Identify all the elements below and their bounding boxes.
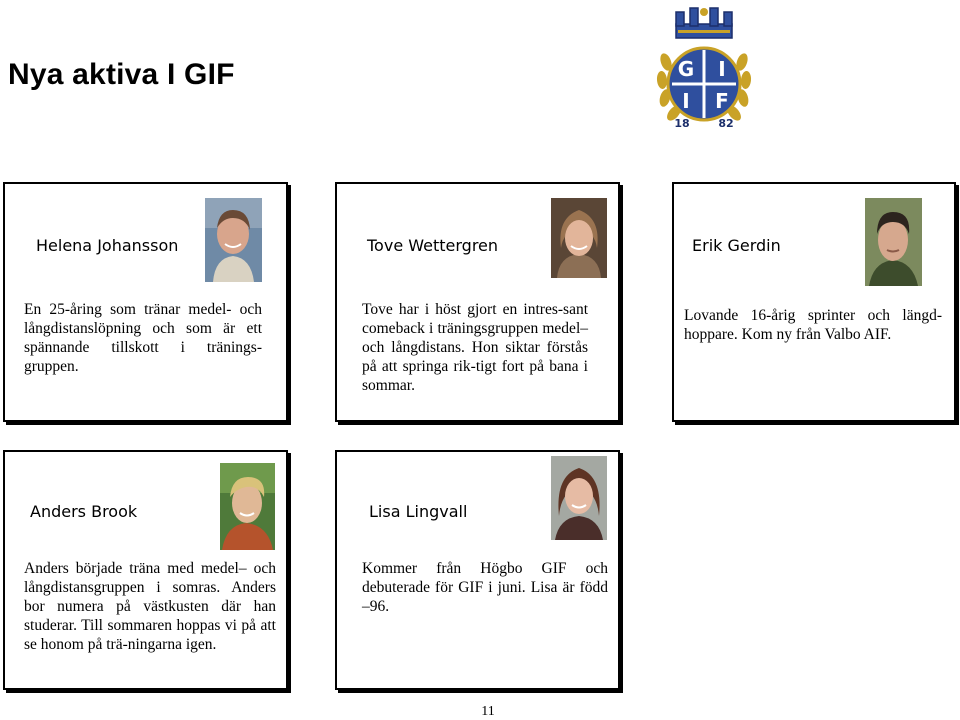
svg-text:I: I — [682, 89, 690, 113]
member-name: Erik Gerdin — [692, 236, 781, 255]
page-number: 11 — [481, 704, 495, 719]
svg-text:G: G — [677, 57, 695, 81]
portrait-image — [220, 463, 275, 550]
portrait-image — [865, 198, 922, 286]
member-description: Lovande 16-årig sprinter och längd-hoppare. Kom ny från Valbo AIF. — [684, 307, 942, 343]
member-photo — [220, 463, 275, 550]
member-description: Kommer från Högbo GIF och debuterade för GIF i juni. Lisa är född –96. — [362, 560, 608, 615]
svg-text:F: F — [715, 89, 729, 113]
club-emblem-graphic — [652, 4, 756, 132]
portrait-image — [551, 198, 607, 278]
svg-text:18: 18 — [674, 117, 690, 130]
member-name: Lisa Lingvall — [369, 502, 468, 521]
page-title: Nya aktiva I GIF — [8, 58, 235, 91]
member-name: Helena Johansson — [36, 236, 179, 255]
member-name: Tove Wettergren — [367, 236, 499, 255]
member-description: Tove har i höst gjort en intres-sant comeback i träningsgruppen medel– och långdistans. Hon siktar förstås på att springa rik-tigt fort på bana i sommar. — [362, 301, 588, 394]
crown-icon — [676, 8, 732, 38]
portrait-image — [551, 456, 607, 540]
member-photo — [551, 456, 607, 540]
member-photo — [865, 198, 922, 286]
portrait-image — [205, 198, 262, 282]
club-emblem — [652, 4, 756, 132]
member-photo — [551, 198, 607, 278]
svg-text:82: 82 — [718, 117, 734, 130]
member-photo — [205, 198, 262, 282]
member-name: Anders Brook — [30, 502, 138, 521]
member-description: En 25-åring som tränar medel- och långdistanslöpning och som är ett spännande tillskott i tränings-gruppen. — [24, 301, 262, 375]
member-description: Anders började träna med medel– och långdistansgruppen i somras. Anders bor numera på västkusten där han studerar. Till sommaren hoppas vi på att se honom på trä-ningarna igen. — [24, 560, 276, 653]
svg-text:I: I — [718, 57, 726, 81]
